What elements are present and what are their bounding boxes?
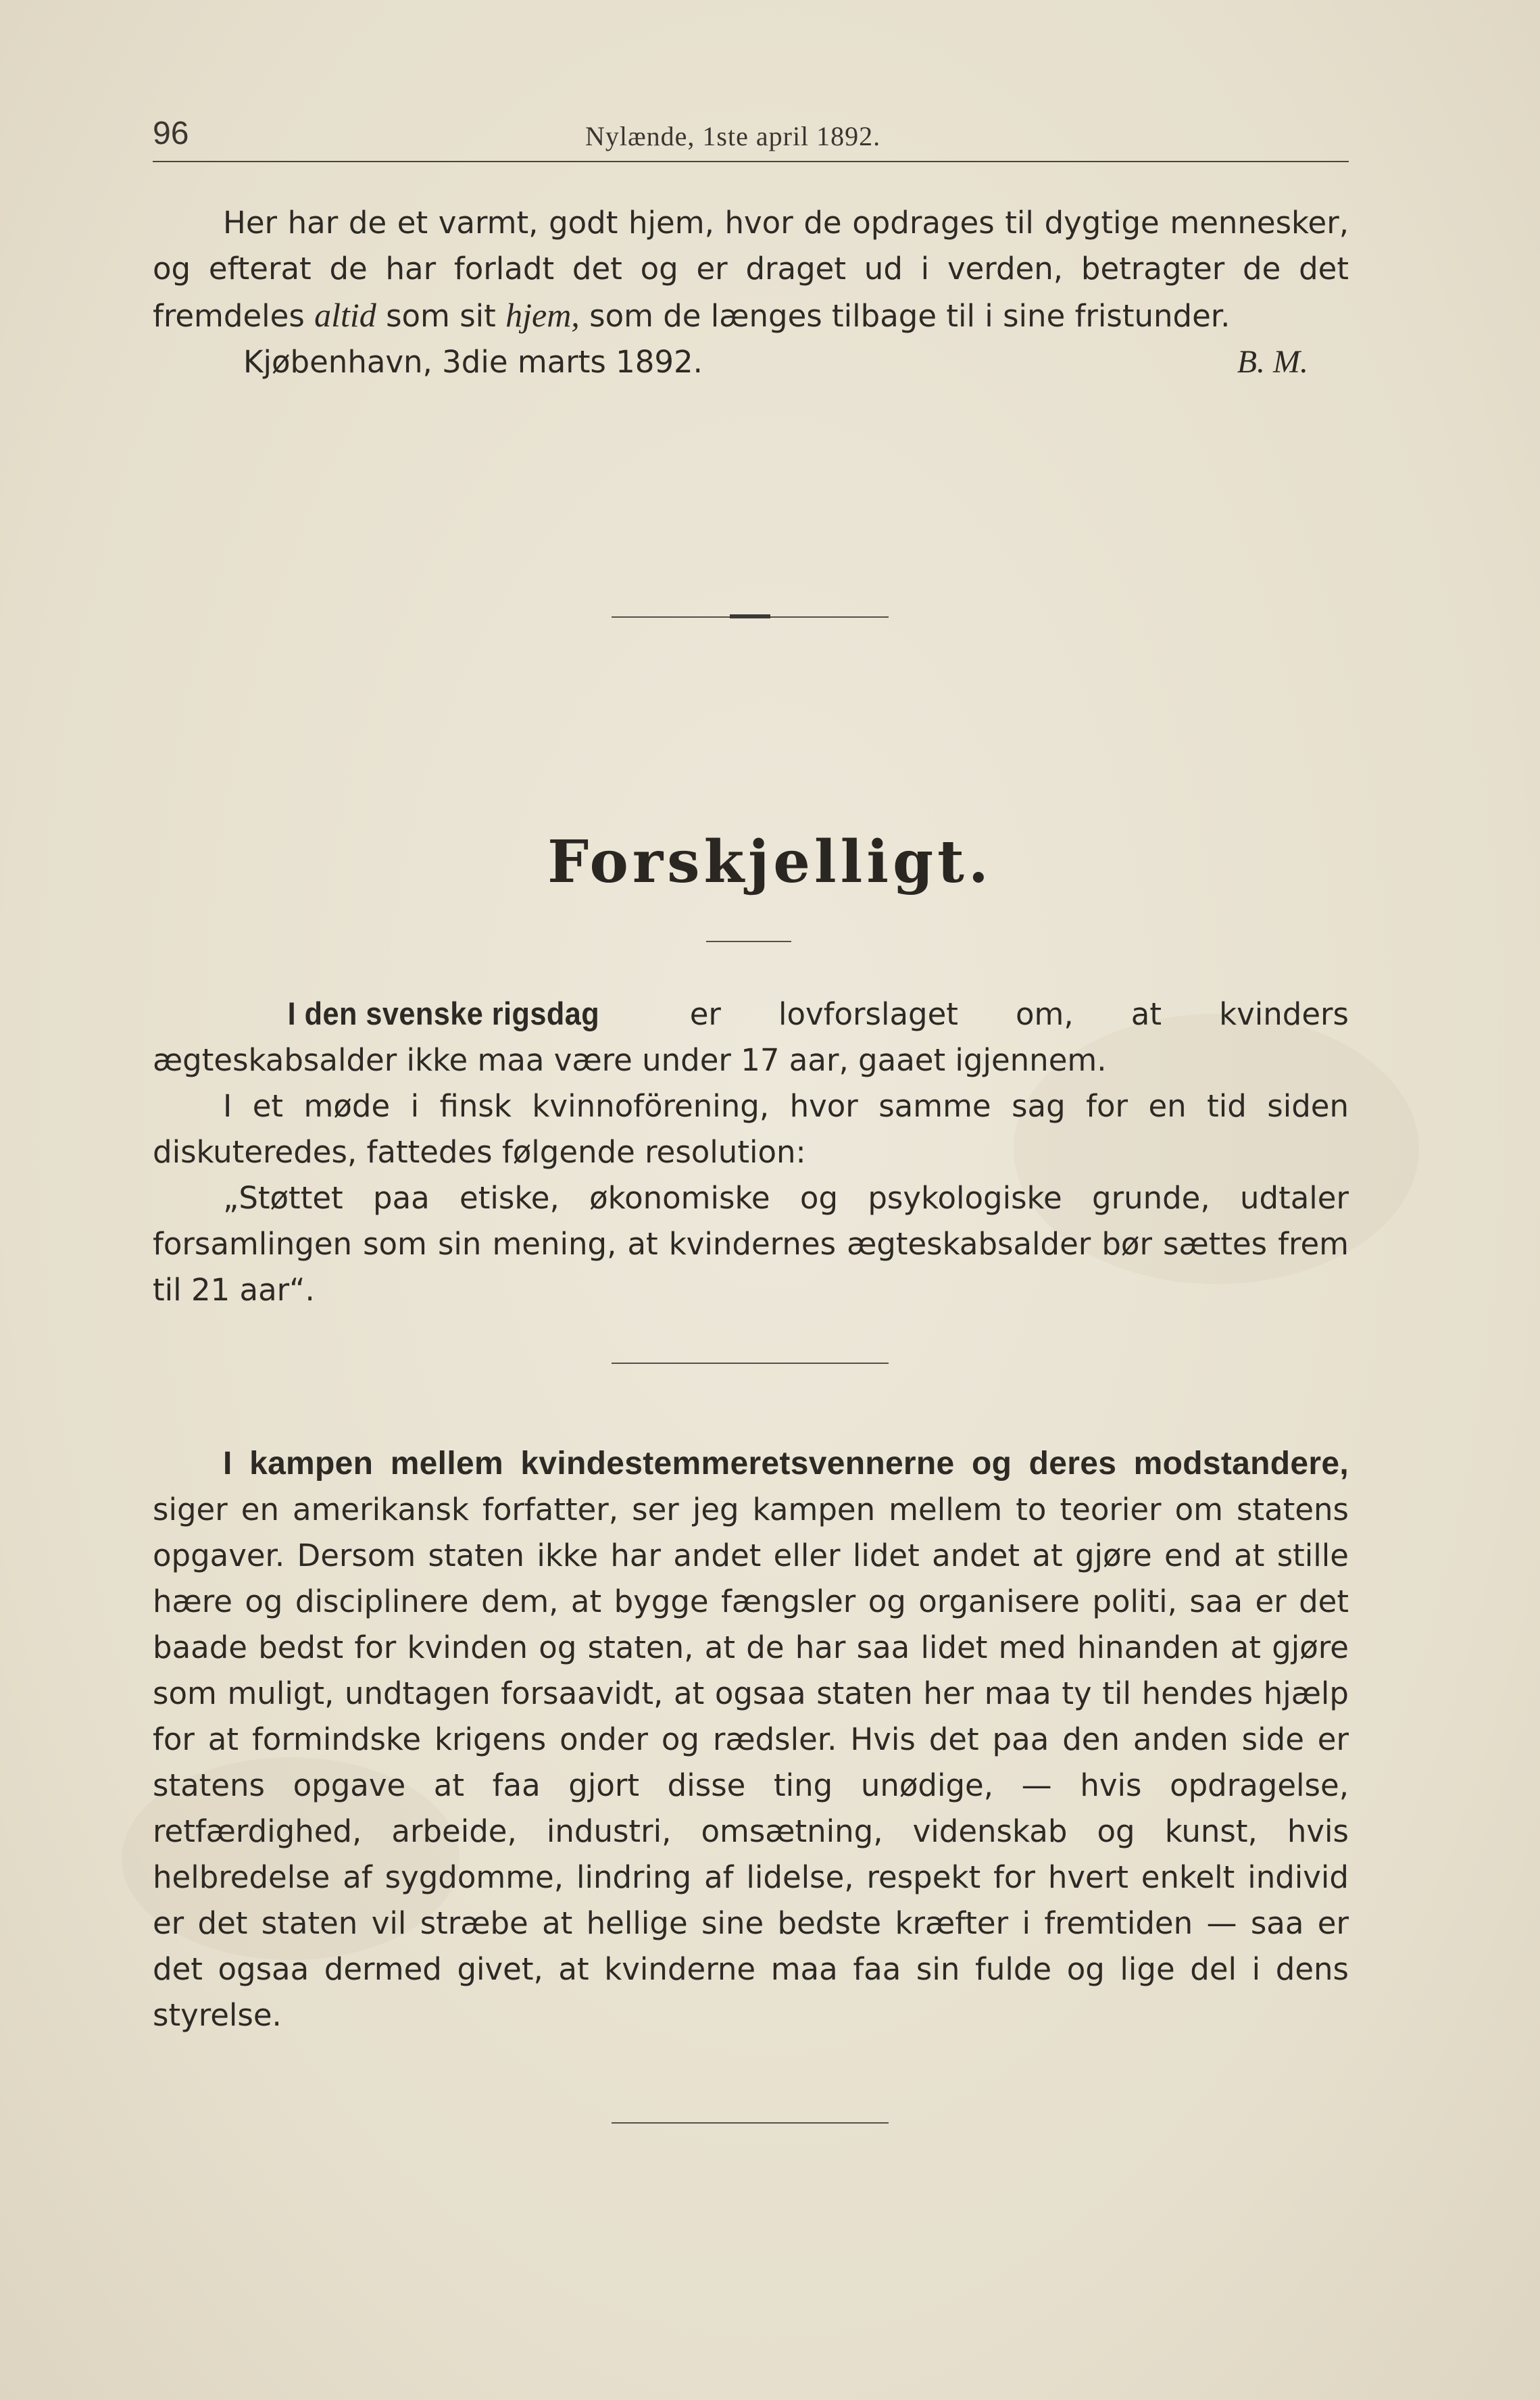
intro-end-text: som de længes tilbage til i sine fristunder. xyxy=(589,298,1231,334)
intro-text: Her har de et varmt, godt hjem, hvor de opdrages til dygtige mennesker, og efterat de har forladt det og er draget ud i verden, betragter de det fremdeles xyxy=(153,205,1349,334)
signature-line xyxy=(153,339,1349,385)
item1-text: er lovforslaget om, at kvinders ægteskabsalder ikke maa være under 17 aar, gaaet igjennem. xyxy=(153,996,1349,1078)
divider xyxy=(612,1363,889,1364)
page-number: 96 xyxy=(153,116,189,151)
divider-ornament xyxy=(730,614,770,618)
place-date: Kjøbenhavn, 3die marts 1892. xyxy=(243,344,703,380)
item1-paragraph-2: I et møde i finsk kvinnoförening, hvor samme sag for en tid siden diskuteredes, fattedes følgende resolution: xyxy=(153,1088,1349,1170)
item-kampen xyxy=(153,1441,1349,2038)
section-title: Forskjelligt. xyxy=(547,828,993,896)
item1-lead: I den svenske rigsdag xyxy=(287,996,600,1031)
emphasis-hjem: hjem, xyxy=(505,296,580,334)
intro-block xyxy=(153,200,1349,385)
divider xyxy=(612,2122,889,2124)
item1-paragraph-3: „Støttet paa etiske, økonomiske og psykologiske grunde, udtaler forsamlingen som sin mening, at kvindernes ægteskabsalder bør sættes frem til 21 aar“. xyxy=(153,1180,1349,1308)
item2-text: siger en amerikansk forfatter, ser jeg kampen mellem to teorier om statens opgaver. Dersom staten ikke har andet eller lidet andet at gjøre end at stille hære og disciplinere dem, at bygge fængsler og organisere politi, saa er det baade bedst for kvinden og staten, at de har saa lidet med hinanden at gjøre som muligt, undtagen forsaavidt, at ogsaa staten her maa ty til hendes hjælp for at formindske krigens onder og rædsler. Hvis det paa den anden side er statens opgave at faa gjort disse ting unødige, — hvis opdragelse, retfærdighed, arbeide, industri, omsætning, videnskab og kunst, hvis helbredelse af sygdomme, lindring af lidelse, respekt for hvert enkelt individ er det staten vil stræbe at hellige sine bedste kræfter i fremtiden — saa er det ogsaa dermed givet, at kvinderne maa faa sin fulde og lige del i dens styrelse. xyxy=(153,1492,1349,2033)
running-head: Nylænde, 1ste april 1892. xyxy=(585,121,881,151)
item1-paragraph xyxy=(153,991,1349,1083)
header-rule xyxy=(153,161,1349,162)
item2-paragraph xyxy=(153,1441,1349,2038)
title-rule xyxy=(706,941,791,942)
intro-mid-text: som sit xyxy=(386,298,496,334)
item-rigsdag xyxy=(153,991,1349,1313)
emphasis-altid: altid xyxy=(314,296,376,334)
signature: B. M. xyxy=(1237,344,1308,380)
intro-paragraph xyxy=(153,200,1349,339)
page-header xyxy=(153,115,1349,158)
item2-lead: I kampen mellem kvindestemmeretsvennerne og deres modstandere, xyxy=(223,1446,1349,1481)
